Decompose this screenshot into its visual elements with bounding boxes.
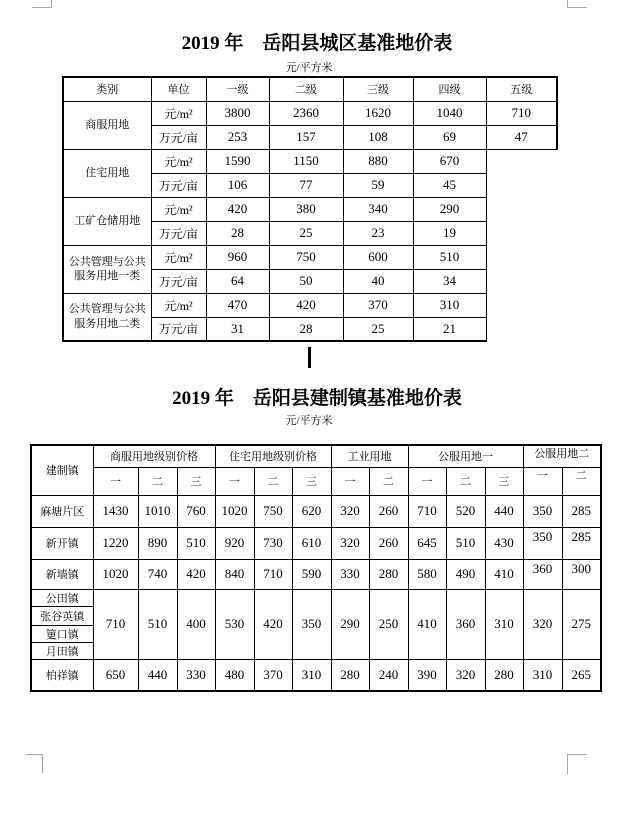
value-cell: 1020 (93, 559, 138, 589)
value-cell: 50 (269, 269, 343, 293)
value-cell: 400 (177, 589, 215, 659)
town-table-title: 2019 年 岳阳县建制镇基准地价表 (172, 388, 462, 409)
value-cell: 320 (523, 589, 562, 659)
value-cell: 360 (523, 559, 562, 589)
value-cell: 510 (177, 527, 215, 559)
value-cell: 250 (369, 589, 408, 659)
header-cell: 一级 (206, 77, 269, 101)
header-cell: 类别 (63, 77, 151, 101)
empty-region (486, 149, 557, 197)
value-cell: 265 (562, 659, 601, 691)
value-cell: 40 (343, 269, 413, 293)
unit-cell: 元/m² (151, 101, 206, 125)
header-cell: 五级 (486, 77, 557, 101)
category-cell: 工矿仓储用地 (63, 197, 151, 245)
value-cell: 410 (485, 559, 523, 589)
value-cell: 108 (343, 125, 413, 149)
value-cell: 59 (343, 173, 413, 197)
value-cell: 730 (254, 527, 292, 559)
value-cell: 106 (206, 173, 269, 197)
value-cell: 260 (369, 495, 408, 527)
value-cell: 45 (413, 173, 486, 197)
value-cell: 670 (413, 149, 486, 173)
value-cell: 300 (562, 559, 601, 589)
header-cell: 二级 (269, 77, 343, 101)
group-header-cell: 公服用地二 (523, 445, 601, 467)
category-cell: 商服用地 (63, 101, 151, 149)
sub-header-cell: 二 (446, 467, 485, 495)
value-cell: 25 (343, 317, 413, 341)
town-cell: 新开镇 (31, 527, 93, 559)
value-cell: 330 (177, 659, 215, 691)
town-cell: 新墙镇 (31, 559, 93, 589)
value-cell: 590 (292, 559, 331, 589)
margin-crop-mark-top-right (567, 0, 587, 8)
city-table-unit-note: 元/平方米 (285, 62, 333, 74)
value-cell: 920 (215, 527, 254, 559)
table-row (31, 659, 601, 691)
town-cell: 筻口镇 (31, 625, 93, 642)
sub-header-cell: 三 (292, 467, 331, 495)
sub-header-cell: 二 (254, 467, 292, 495)
value-cell: 645 (408, 527, 446, 559)
header-cell: 建制镇 (31, 445, 93, 495)
city-table-title: 2019 年 岳阳县城区基准地价表 (181, 33, 453, 54)
unit-cell: 元/m² (151, 149, 206, 173)
value-cell: 390 (408, 659, 446, 691)
sub-header-cell: 一 (215, 467, 254, 495)
margin-crop-mark-bottom-left (26, 754, 43, 773)
sub-header-cell: 三 (485, 467, 523, 495)
value-cell: 340 (343, 197, 413, 221)
section-divider-mark (308, 347, 311, 368)
value-cell: 490 (446, 559, 485, 589)
group-header-cell: 公服用地一 (408, 445, 523, 467)
sub-header-cell: 一 (523, 467, 562, 495)
value-cell: 520 (446, 495, 485, 527)
town-table-unit-note: 元/平方米 (285, 415, 333, 427)
value-cell: 750 (254, 495, 292, 527)
value-cell: 1430 (93, 495, 138, 527)
table-row (31, 559, 601, 589)
value-cell: 285 (562, 527, 601, 559)
value-cell: 69 (413, 125, 486, 149)
unit-cell: 元/m² (151, 245, 206, 269)
value-cell: 310 (485, 589, 523, 659)
value-cell: 64 (206, 269, 269, 293)
sub-header-cell: 一 (93, 467, 138, 495)
value-cell: 240 (369, 659, 408, 691)
sub-header-cell: 三 (177, 467, 215, 495)
table-row (63, 245, 557, 269)
value-cell: 960 (206, 245, 269, 269)
value-cell: 350 (292, 589, 331, 659)
value-cell: 1010 (138, 495, 177, 527)
value-cell: 2360 (269, 101, 343, 125)
sub-header-cell: 一 (408, 467, 446, 495)
value-cell: 1620 (343, 101, 413, 125)
table-row (31, 527, 601, 559)
value-cell: 25 (269, 221, 343, 245)
value-cell: 19 (413, 221, 486, 245)
sub-header-cell: 二 (562, 467, 601, 495)
city-land-price-table (62, 76, 558, 342)
value-cell: 320 (331, 527, 369, 559)
unit-cell: 元/m² (151, 197, 206, 221)
value-cell: 610 (292, 527, 331, 559)
header-cell: 三级 (343, 77, 413, 101)
value-cell: 320 (446, 659, 485, 691)
value-cell: 3800 (206, 101, 269, 125)
value-cell: 370 (343, 293, 413, 317)
sub-header-cell: 二 (369, 467, 408, 495)
value-cell: 275 (562, 589, 601, 659)
sub-header-cell: 一 (331, 467, 369, 495)
table-row (63, 149, 557, 173)
table-row (63, 293, 557, 317)
group-header-cell: 商服用地级别价格 (93, 445, 215, 467)
empty-region (486, 197, 557, 245)
table-row (31, 467, 601, 495)
unit-cell: 元/m² (151, 293, 206, 317)
value-cell: 260 (369, 527, 408, 559)
value-cell: 77 (269, 173, 343, 197)
value-cell: 280 (331, 659, 369, 691)
unit-cell: 万元/亩 (151, 317, 206, 341)
value-cell: 890 (138, 527, 177, 559)
header-cell: 四级 (413, 77, 486, 101)
value-cell: 310 (292, 659, 331, 691)
value-cell: 253 (206, 125, 269, 149)
value-cell: 290 (331, 589, 369, 659)
value-cell: 1590 (206, 149, 269, 173)
value-cell: 23 (343, 221, 413, 245)
value-cell: 740 (138, 559, 177, 589)
value-cell: 28 (206, 221, 269, 245)
value-cell: 760 (177, 495, 215, 527)
table-row (63, 77, 557, 101)
value-cell: 280 (485, 659, 523, 691)
value-cell: 620 (292, 495, 331, 527)
value-cell: 710 (254, 559, 292, 589)
town-cell: 麻塘片区 (31, 495, 93, 527)
unit-cell: 万元/亩 (151, 269, 206, 293)
value-cell: 350 (523, 527, 562, 559)
value-cell: 580 (408, 559, 446, 589)
value-cell: 28 (269, 317, 343, 341)
value-cell: 420 (269, 293, 343, 317)
value-cell: 360 (446, 589, 485, 659)
sub-header-cell: 二 (138, 467, 177, 495)
value-cell: 1020 (215, 495, 254, 527)
value-cell: 31 (206, 317, 269, 341)
town-cell: 张谷英镇 (31, 606, 93, 625)
value-cell: 285 (562, 495, 601, 527)
value-cell: 1150 (269, 149, 343, 173)
table-row (31, 589, 601, 606)
town-cell: 柏祥镇 (31, 659, 93, 691)
value-cell: 21 (413, 317, 486, 341)
value-cell: 510 (446, 527, 485, 559)
table-row (63, 197, 557, 221)
unit-cell: 万元/亩 (151, 173, 206, 197)
town-cell: 公田镇 (31, 589, 93, 606)
value-cell: 420 (254, 589, 292, 659)
value-cell: 310 (523, 659, 562, 691)
value-cell: 510 (138, 589, 177, 659)
value-cell: 380 (269, 197, 343, 221)
category-cell: 住宅用地 (63, 149, 151, 197)
value-cell: 710 (408, 495, 446, 527)
category-cell: 公共管理与公共服务用地一类 (63, 245, 151, 293)
value-cell: 1040 (413, 101, 486, 125)
value-cell: 510 (413, 245, 486, 269)
value-cell: 880 (343, 149, 413, 173)
unit-cell: 万元/亩 (151, 221, 206, 245)
empty-region (486, 293, 557, 341)
value-cell: 370 (254, 659, 292, 691)
value-cell: 330 (331, 559, 369, 589)
town-land-price-table (30, 444, 602, 692)
margin-crop-mark-top-left (32, 0, 52, 8)
value-cell: 420 (206, 197, 269, 221)
group-header-cell: 工业用地 (331, 445, 408, 467)
value-cell: 410 (408, 589, 446, 659)
value-cell: 1220 (93, 527, 138, 559)
value-cell: 750 (269, 245, 343, 269)
table-row (63, 101, 557, 125)
value-cell: 440 (485, 495, 523, 527)
margin-crop-mark-bottom-right (567, 754, 587, 774)
value-cell: 470 (206, 293, 269, 317)
value-cell: 840 (215, 559, 254, 589)
empty-region (486, 245, 557, 293)
value-cell: 320 (331, 495, 369, 527)
value-cell: 290 (413, 197, 486, 221)
value-cell: 420 (177, 559, 215, 589)
value-cell: 34 (413, 269, 486, 293)
category-cell: 公共管理与公共服务用地二类 (63, 293, 151, 341)
value-cell: 350 (523, 495, 562, 527)
value-cell: 650 (93, 659, 138, 691)
value-cell: 310 (413, 293, 486, 317)
value-cell: 157 (269, 125, 343, 149)
value-cell: 430 (485, 527, 523, 559)
table-row (31, 445, 601, 467)
value-cell: 710 (93, 589, 138, 659)
value-cell: 47 (486, 125, 557, 149)
value-cell: 280 (369, 559, 408, 589)
value-cell: 600 (343, 245, 413, 269)
group-header-cell: 住宅用地级别价格 (215, 445, 331, 467)
value-cell: 710 (486, 101, 557, 125)
value-cell: 530 (215, 589, 254, 659)
unit-cell: 万元/亩 (151, 125, 206, 149)
value-cell: 440 (138, 659, 177, 691)
value-cell: 480 (215, 659, 254, 691)
table-row (31, 495, 601, 527)
town-cell: 月田镇 (31, 642, 93, 659)
header-cell: 单位 (151, 77, 206, 101)
